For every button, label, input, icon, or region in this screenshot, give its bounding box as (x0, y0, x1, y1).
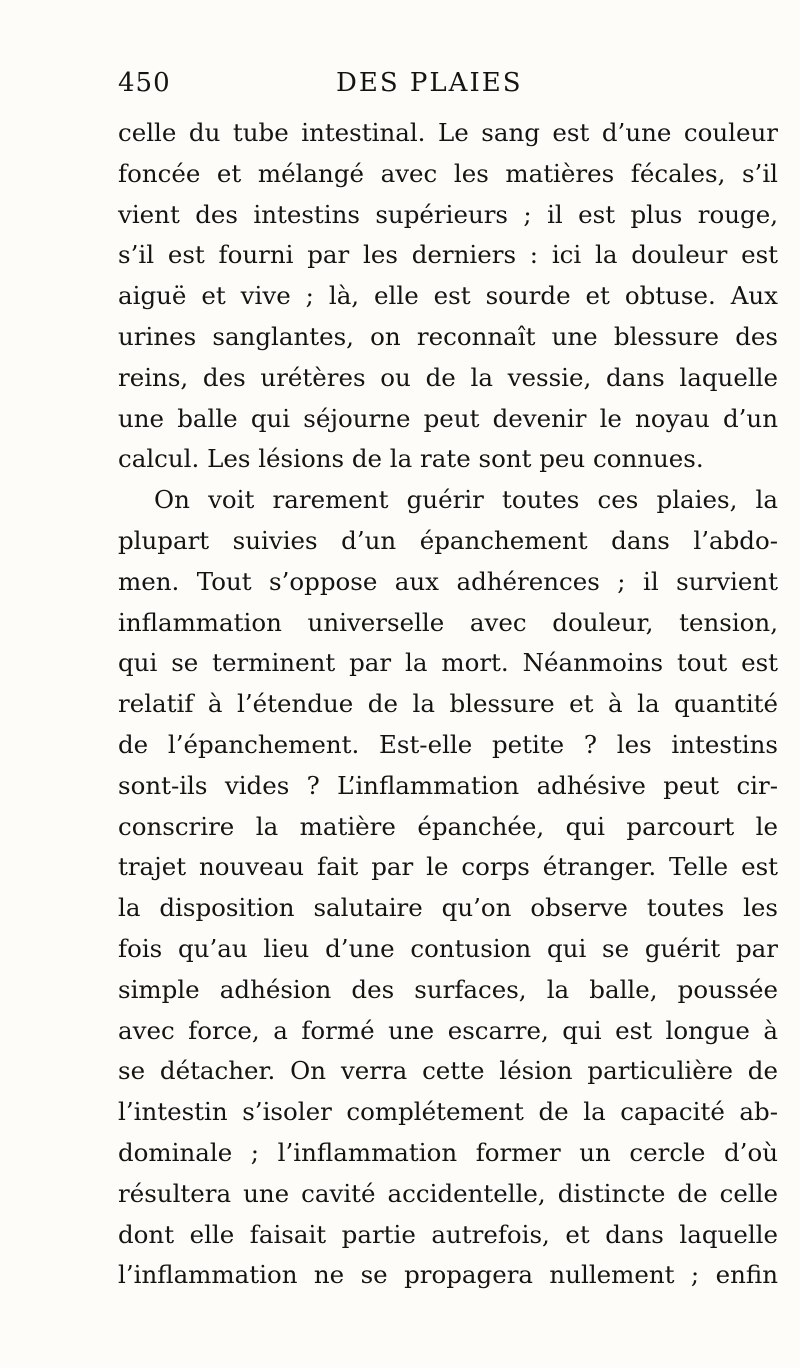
text-line: inflammation universelle avec douleur, tension, (118, 607, 778, 637)
text-line: l’intestin s’isoler complétement de la capacité ab- (118, 1097, 778, 1127)
page-header (118, 68, 778, 108)
text-line: la disposition salutaire qu’on observe toutes les (118, 893, 778, 923)
text-line: conscrire la matière épanchée, qui parcourt le (118, 811, 778, 841)
text-line: celle du tube intestinal. Le sang est d’une couleur (118, 118, 778, 147)
text-line: men. Tout s’oppose aux adhérences ; il survient (118, 566, 778, 596)
text-line: calcul. Les lésions de la rate sont peu connues. (118, 444, 704, 474)
text-line: sont-ils vides ? L’inflammation adhésive peut cir- (118, 770, 778, 800)
text-line: foncée et mélangé avec les matières fécales, s’il (118, 158, 778, 188)
text-line: avec force, a formé une escarre, qui est longue à (118, 1015, 778, 1045)
text-line: relatif à l’étendue de la blessure et à la quantité (118, 689, 778, 719)
text-line: plupart suivies d’un épanchement dans l’abdo- (118, 525, 778, 555)
text-line: dont elle faisait partie autrefois, et dans laquelle (118, 1219, 778, 1249)
text-line: fois qu’au lieu d’une contusion qui se guérit par (118, 933, 778, 963)
text-line: dominale ; l’inflammation former un cercle d’où (118, 1137, 778, 1167)
paragraph-start-line: On voit rarement guérir toutes ces plaies, la (154, 485, 778, 515)
body-text (118, 113, 778, 1296)
text-line: qui se terminent par la mort. Néanmoins tout est (118, 648, 778, 678)
text-line: l’inflammation ne se propagera nullement ; enfin (118, 1260, 778, 1290)
text-line: simple adhésion des surfaces, la balle, poussée (118, 974, 778, 1004)
text-line: aiguë et vive ; là, elle est sourde et obtuse. Aux (118, 281, 778, 311)
page-number: 450 (118, 68, 171, 98)
text-line: vient des intestins supérieurs ; il est plus rouge, (118, 199, 778, 229)
text-line: de l’épanchement. Est-elle petite ? les intestins (118, 729, 778, 759)
text-line: résultera une cavité accidentelle, distincte de celle (118, 1178, 778, 1208)
text-line: urines sanglantes, on reconnaît une blessure des (118, 321, 778, 351)
text-line: s’il est fourni par les derniers : ici la douleur est (118, 240, 778, 270)
text-line: trajet nouveau fait par le corps étranger. Telle est (118, 852, 778, 882)
running-title: DES PLAIES (336, 68, 523, 98)
text-line: se détacher. On verra cette lésion particulière de (118, 1056, 778, 1086)
text-line: reins, des urétères ou de la vessie, dans laquelle (118, 362, 778, 392)
text-line: une balle qui séjourne peut devenir le noyau d’un (118, 403, 778, 433)
